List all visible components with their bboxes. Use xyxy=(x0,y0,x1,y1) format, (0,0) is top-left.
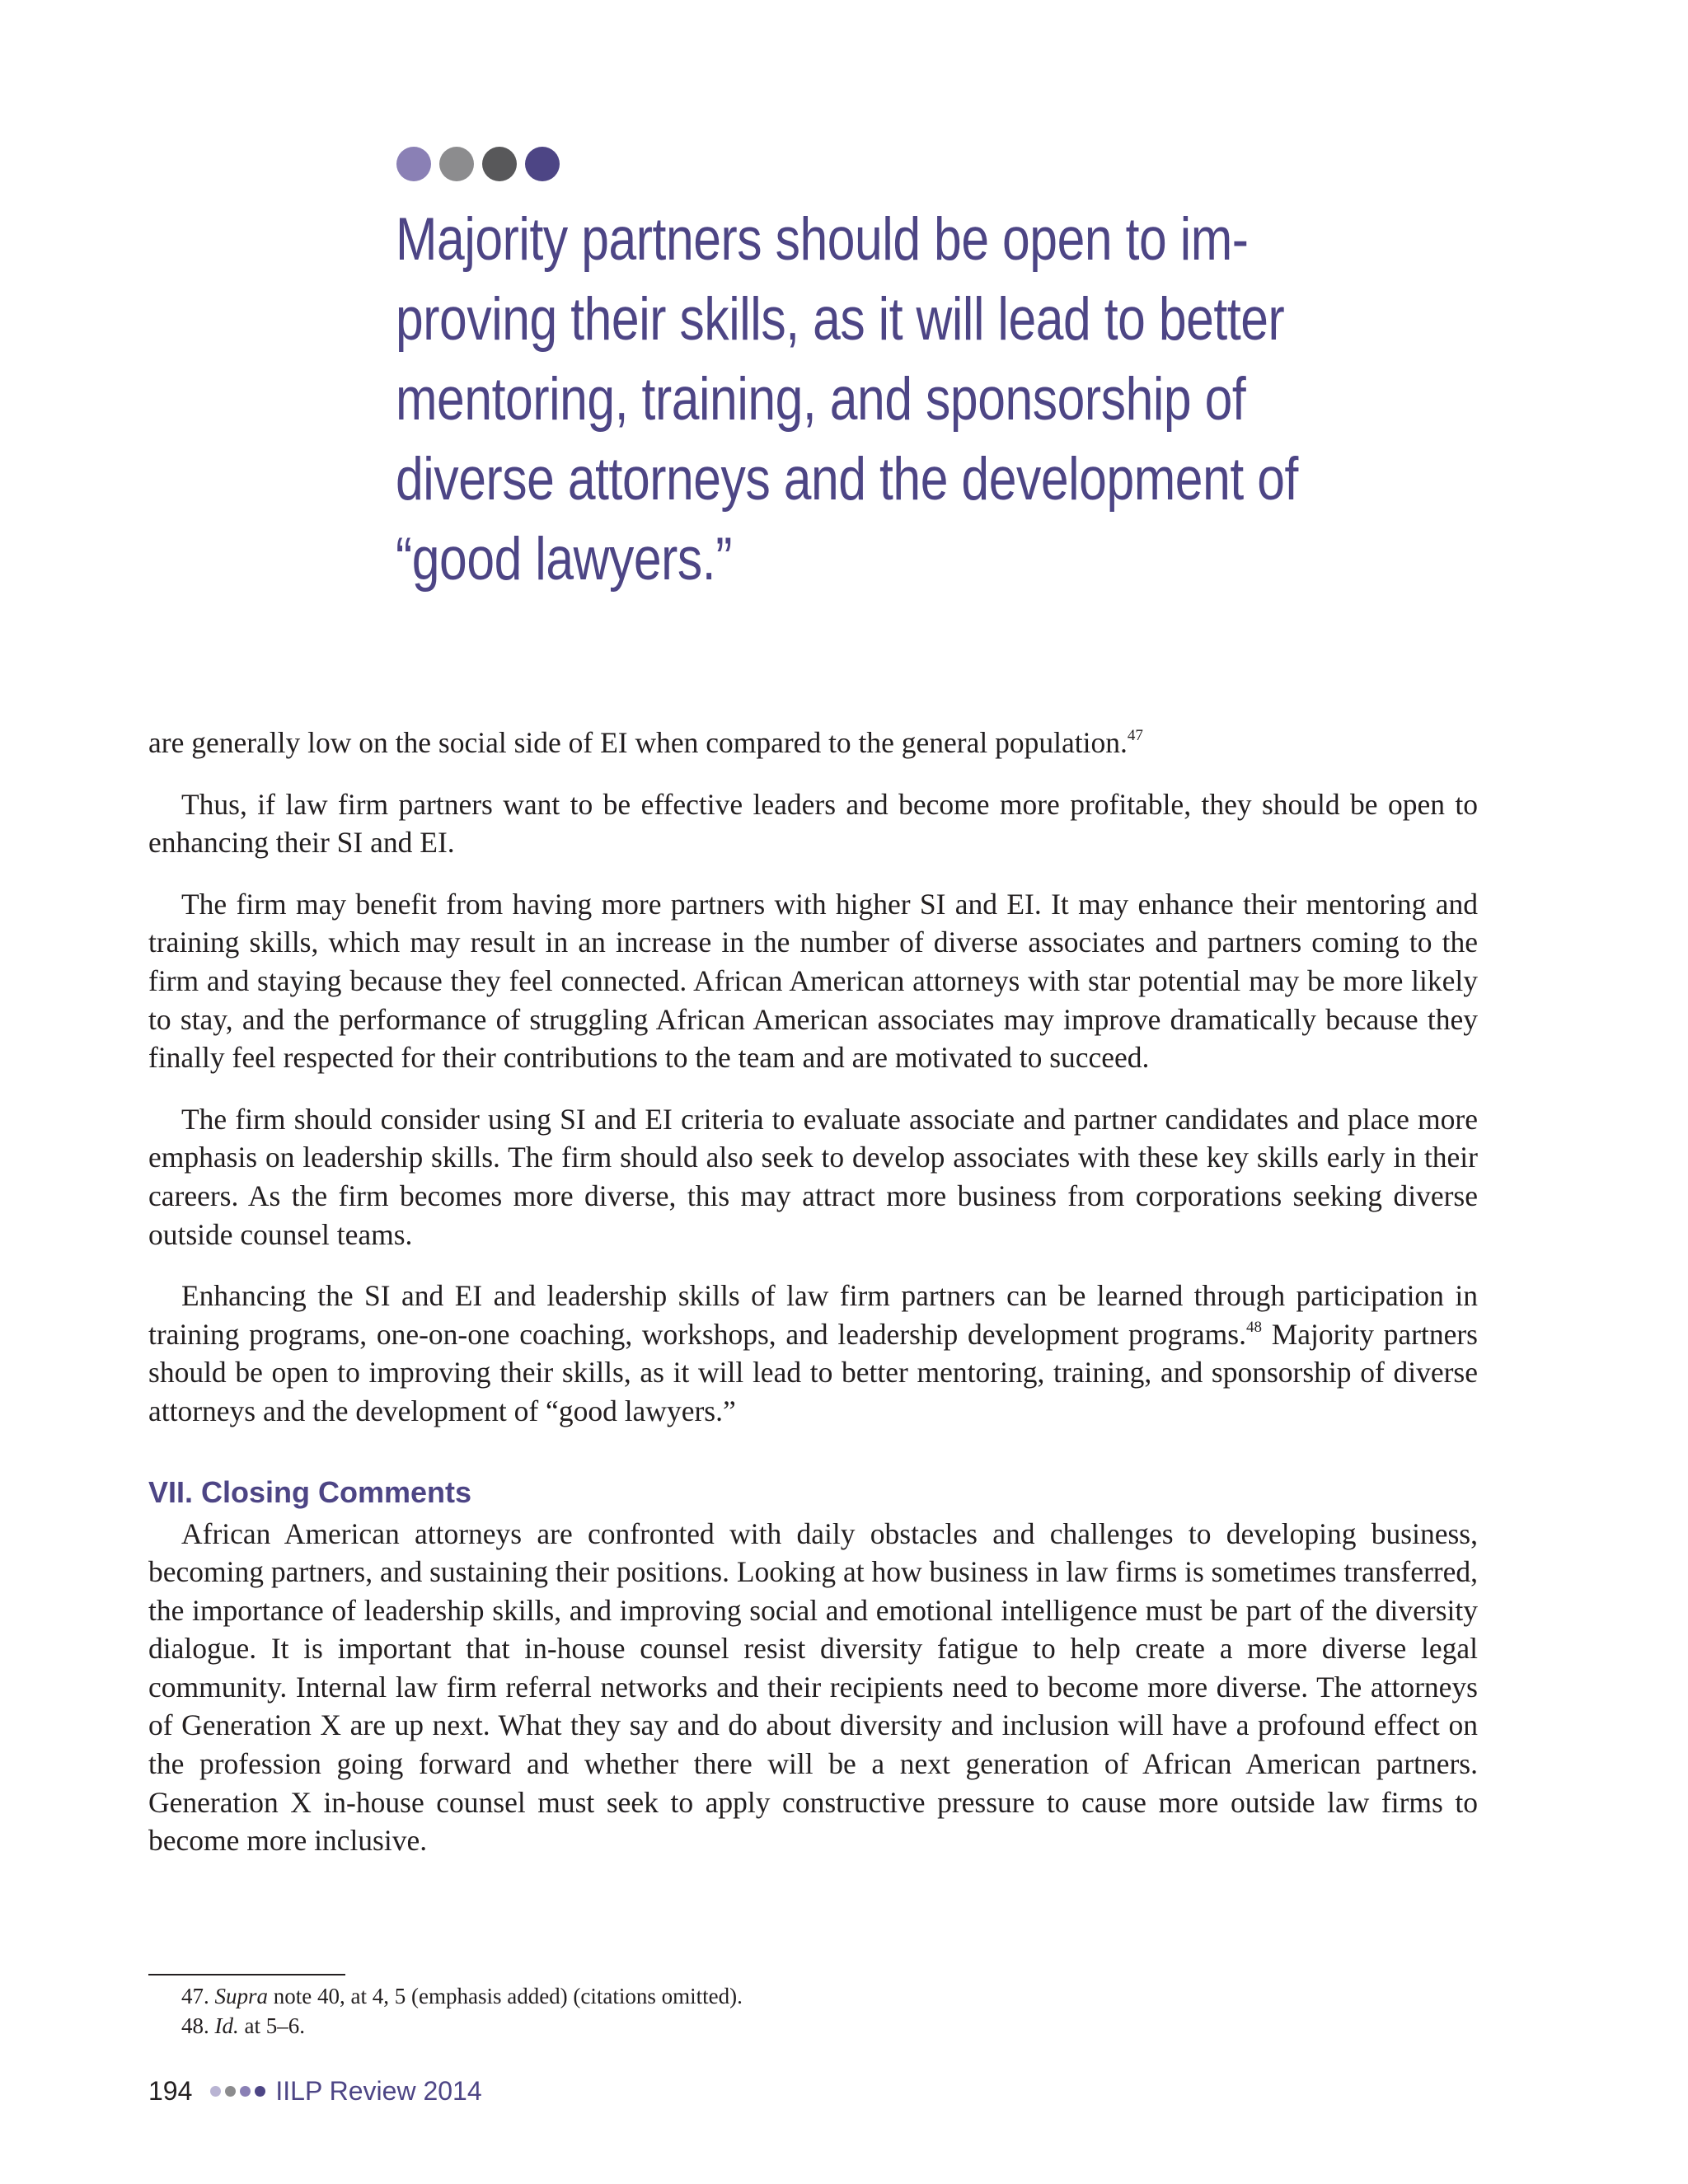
dot-icon xyxy=(255,2086,265,2097)
pull-quote-line: mentoring, training, and sponsorship of xyxy=(396,366,1246,433)
paragraph-text: Enhancing the SI and EI and leadership skills of law firm partners can be learned through participation in training programs, one-on-one coaching, workshops, and leadership development programs. xyxy=(148,1279,1478,1351)
footer-dots xyxy=(210,2086,265,2097)
dot-icon xyxy=(210,2086,221,2097)
dot-icon xyxy=(525,147,560,181)
paragraph: The firm should consider using SI and EI criteria to evaluate associate and partner candidates and place more emphasis on leadership skills. The firm should also seek to develop associates with these key skills early in their careers. As the firm becomes more diverse, this may attract more business from corporations seeking diverse outside counsel teams. xyxy=(148,1102,1478,1251)
paragraph: African American attorneys are confronted with daily obstacles and challenges to developing business, becoming partners, and sustaining their positions. Looking at how business in law firms is sometimes transferred, the importance of leadership skills, and improving social and emotional intelligence must be part of the diversity dialogue. It is important that in-house counsel resist diversity fatigue to help create a more diverse legal community. Internal law firm referral networks and their recipients need to become more diverse. The attorneys of Generation X are up next. What they say and do about diversity and inclusion will have a profound effect on the profession going forward and whether there will be a next generation of African American partners. Generation X in-house counsel must seek to apply constructive pressure to cause more outside law firms to become more inclusive. xyxy=(148,1516,1479,1858)
page-footer xyxy=(148,2076,482,2107)
dot-icon xyxy=(482,147,517,181)
page-number: 194 xyxy=(148,2076,193,2106)
pull-quote-line: proving their skills, as it will lead to better xyxy=(396,286,1285,353)
dot-icon xyxy=(439,147,474,181)
body-text xyxy=(148,724,1478,1883)
footnote xyxy=(181,2011,743,2041)
paragraph-text: Majority partners should be open to improving their skills, as it will lead to better mentoring, training, and sponsorship of diverse attorneys and the development of “good lawyers.” xyxy=(148,1317,1478,1427)
footnote-italic: Supra xyxy=(214,1984,269,2008)
footnotes xyxy=(181,1981,743,2041)
paragraph: Thus, if law firm partners want to be effective leaders and become more profitable, they should be open to enhancing their SI and EI. xyxy=(148,787,1478,860)
footnote-italic: Id. xyxy=(214,2013,239,2038)
footnote-number: 47. xyxy=(181,1984,209,2008)
dot-icon xyxy=(396,147,431,181)
decorative-dots xyxy=(396,147,560,181)
dot-icon xyxy=(225,2086,236,2097)
dot-icon xyxy=(240,2086,251,2097)
footnote-ref[interactable]: 47 xyxy=(1127,727,1143,744)
pull-quote-line: diverse attorneys and the development of xyxy=(396,446,1298,513)
paragraph: The firm may benefit from having more partners with higher SI and EI. It may enhance their mentoring and training skills, which may result in an increase in the number of diverse associates and partners coming to the firm and staying because they feel connected. African American attorneys with star potential may be more likely to stay, and the performance of struggling African American associates may improve dramatically because they finally feel respected for their contributions to the team and are motivated to succeed. xyxy=(148,887,1478,1075)
pull-quote-line: “good lawyers.” xyxy=(396,526,732,593)
footnote-text: at 5–6. xyxy=(238,2013,305,2038)
journal-title: IILP Review 2014 xyxy=(275,2076,482,2106)
paragraph-text: are generally low on the social side of EI when compared to the general population. xyxy=(148,726,1128,759)
pull-quote-line: Majority partners should be open to im- xyxy=(396,206,1249,273)
footnote-ref[interactable]: 48 xyxy=(1245,1318,1262,1336)
paragraph xyxy=(148,1277,1478,1430)
footnote-number: 48. xyxy=(181,2013,209,2038)
footnote-divider xyxy=(148,1974,345,1975)
footnote-text: note 40, at 4, 5 (emphasis added) (citations omitted). xyxy=(268,1984,743,2008)
pull-quote xyxy=(396,199,1298,599)
section-heading: VII. Closing Comments xyxy=(148,1474,472,1509)
footnote xyxy=(181,1981,743,2011)
paragraph xyxy=(148,724,1478,762)
